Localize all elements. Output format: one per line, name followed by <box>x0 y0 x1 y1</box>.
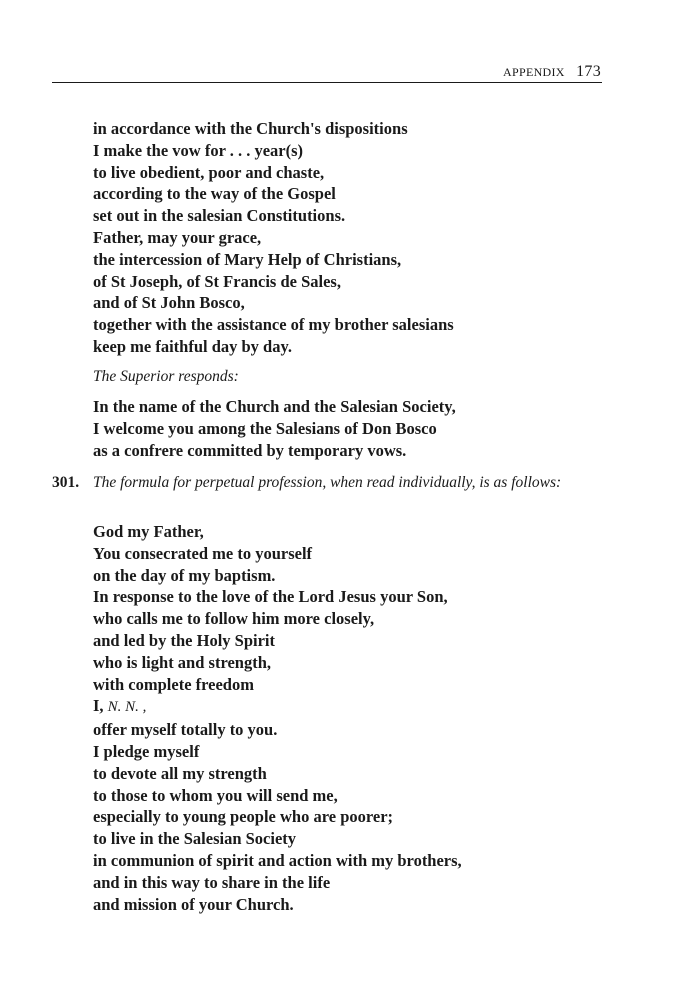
header-rule <box>52 82 602 83</box>
text-line: together with the assistance of my brother salesians <box>93 315 454 335</box>
text-line: set out in the salesian Constitutions. <box>93 206 346 226</box>
text-line: keep me faithful day by day. <box>93 336 292 356</box>
perpetual-profession-formula <box>93 521 613 915</box>
name-line-prefix: I, <box>93 696 104 716</box>
text-line: of St Joseph, of St Francis de Sales, <box>93 271 341 291</box>
text-line: You consecrated me to yourself <box>93 543 313 563</box>
superior-rubric: The Superior responds: <box>93 368 239 385</box>
text-line: God my Father, <box>93 522 204 541</box>
text-line: I pledge myself <box>93 741 200 761</box>
text-line: who is light and strength, <box>93 652 272 672</box>
text-line: I welcome you among the Salesians of Don Bosco <box>93 418 437 438</box>
running-head <box>503 63 601 81</box>
paragraph-number: 301. <box>52 474 80 491</box>
text-line: in accordance with the Church's dispositions <box>93 119 408 138</box>
text-line: to live obedient, poor and chaste, <box>93 162 325 182</box>
text-line: offer myself totally to you. <box>93 720 278 740</box>
text-line: to live in the Salesian Society <box>93 829 297 849</box>
name-placeholder: N. N. , <box>107 699 147 716</box>
text-line: the intercession of Mary Help of Christians, <box>93 249 402 269</box>
running-head-section: APPENDIX <box>503 65 565 79</box>
paragraph-301 <box>52 472 604 494</box>
vow-continuation-text <box>93 118 613 358</box>
text-line: and of St John Bosco, <box>93 293 245 313</box>
text-line: In the name of the Church and the Salesian Society, <box>93 397 456 416</box>
text-line: and in this way to share in the life <box>93 872 331 892</box>
text-line: to devote all my strength <box>93 763 267 783</box>
text-line: with complete freedom <box>93 674 254 694</box>
perpetual-profession-rubric: The formula for perpetual profession, when read individually, is as follows: <box>93 474 562 491</box>
text-line: Father, may your grace, <box>93 227 262 247</box>
page-number: 173 <box>576 63 601 80</box>
name-line <box>93 695 613 719</box>
text-line: who calls me to follow him more closely, <box>93 609 375 629</box>
text-line: and mission of your Church. <box>93 894 294 914</box>
text-line: In response to the love of the Lord Jesus your Son, <box>93 587 448 607</box>
text-line: according to the way of the Gospel <box>93 184 336 204</box>
text-line: as a confrere committed by temporary vows. <box>93 440 407 460</box>
superior-response-text <box>93 396 613 461</box>
text-line: on the day of my baptism. <box>93 565 276 585</box>
text-line: especially to young people who are poorer; <box>93 807 394 827</box>
text-line: I make the vow for . . . year(s) <box>93 140 304 160</box>
text-line: and led by the Holy Spirit <box>93 630 275 650</box>
text-line: in communion of spirit and action with my brothers, <box>93 850 462 870</box>
text-line: to those to whom you will send me, <box>93 785 338 805</box>
